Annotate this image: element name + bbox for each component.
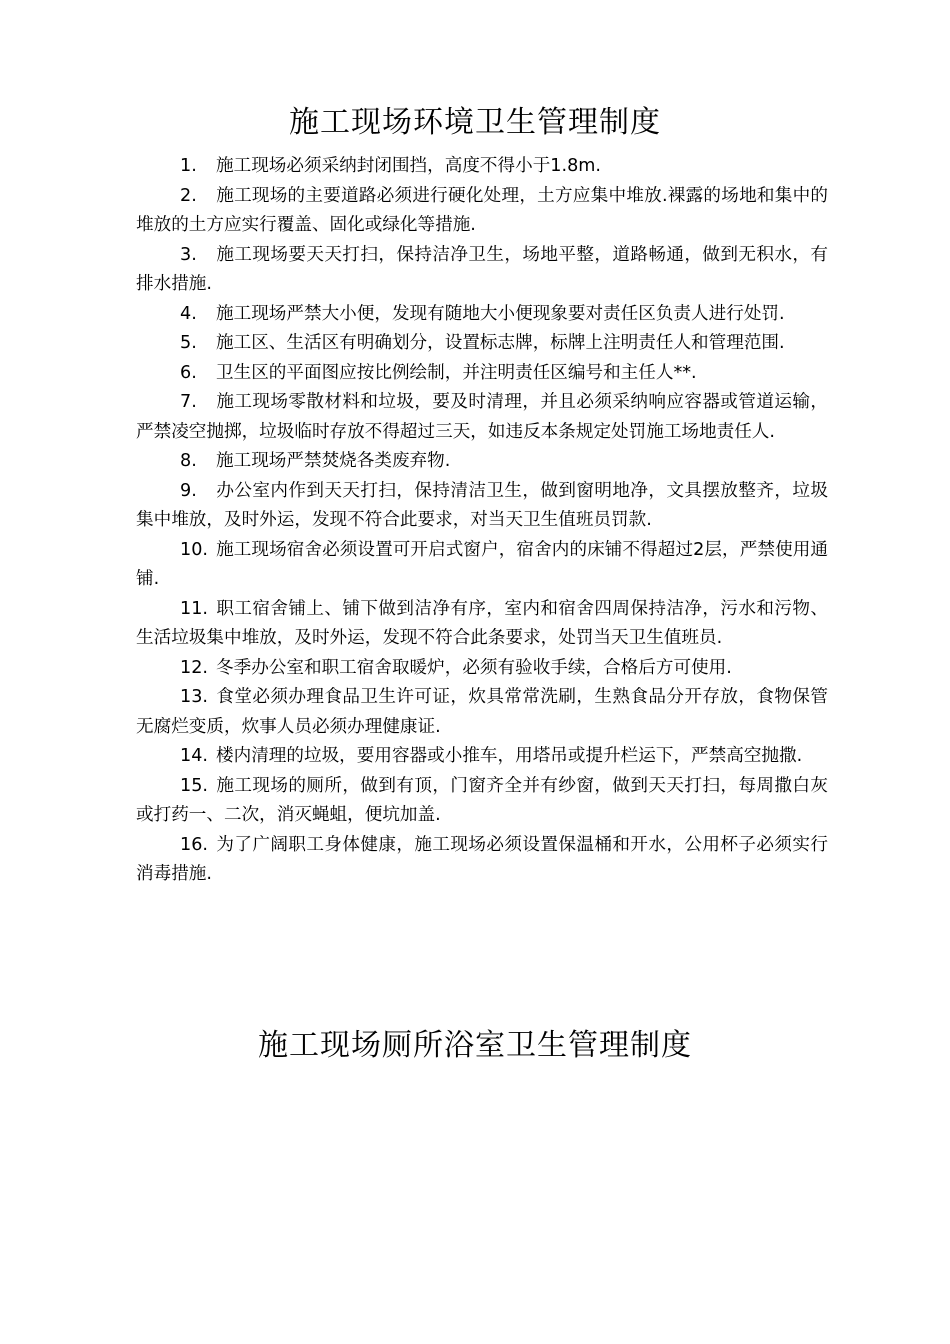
rule-text: 施工现场零散材料和垃圾，要及时清理，并且必须采纳响应容器或管道运输，严禁凌空抛掷，垃圾临时存放不得超过三天，如违反本条规定处罚施工场地责任人. [136,392,828,442]
list-item [136,683,828,742]
rule-text: 施工现场必须采纳封闭围挡，高度不得小于1.8m. [216,156,601,176]
list-item [136,447,828,477]
rule-text: 施工现场严禁焚烧各类废弃物. [216,451,451,471]
rule-number: 14. [180,746,208,766]
list-item [136,359,828,389]
rule-text: 办公室内作到天天打扫，保持清洁卫生，做到窗明地净，文具摆放整齐，垃圾集中堆放，及时外运，发现不符合此要求，对当天卫生值班员罚款. [136,480,828,530]
list-item [136,595,828,654]
rule-number: 11. [180,598,208,619]
rule-text: 施工现场的厕所，做到有顶，门窗齐全并有纱窗，做到天天打扫，每周撒白灰或打药一、二次，消灭蝇蛆，便坑加盖. [136,775,828,825]
list-item [136,182,828,241]
rule-number: 6. [180,362,197,383]
rule-text: 职工宿舍铺上、铺下做到洁净有序，室内和宿舍四周保持洁净，污水和污物、生活垃圾集中堆放，及时外运，发现不符合此条要求，处罚当天卫生值班员. [136,598,828,648]
rule-text: 施工现场宿舍必须设置可开启式窗户，宿舍内的床铺不得超过2层，严禁使用通铺. [136,539,828,589]
rule-number: 5. [180,333,197,353]
rule-text: 施工现场要天天打扫，保持洁净卫生，场地平整，道路畅通，做到无积水，有排水措施. [136,244,828,294]
list-item [136,742,828,772]
rule-number: 1. [180,156,197,176]
rule-number: 15. [180,775,208,796]
list-item [136,329,828,359]
rule-number: 16. [180,834,208,855]
rule-text: 施工现场的主要道路必须进行硬化处理，土方应集中堆放.裸露的场地和集中的堆放的土方应实行覆盖、固化或绿化等措施. [136,185,828,235]
rule-text: 卫生区的平面图应按比例绘制，并注明责任区编号和主任人**. [216,362,697,383]
rule-number: 8. [180,451,197,471]
rule-number: 3. [180,244,197,265]
rule-number: 9. [180,480,197,501]
rule-number: 4. [180,303,197,324]
rule-number: 7. [180,392,197,412]
section-title: 施工现场厕所浴室卫生管理制度 [258,1028,692,1063]
rules-list [136,152,828,890]
list-item [136,477,828,536]
rule-text: 冬季办公室和职工宿舍取暖炉，必须有验收手续，合格后方可使用. [216,657,732,678]
rule-number: 13. [180,687,208,707]
rule-number: 12. [180,657,208,678]
rule-text: 施工现场严禁大小便，发现有随地大小便现象要对责任区负责人进行处罚. [216,303,785,324]
rule-number: 10. [180,539,208,560]
list-item [136,152,828,182]
rule-number: 2. [180,185,197,206]
list-item [136,536,828,595]
rule-text: 楼内清理的垃圾，要用容器或小推车，用塔吊或提升栏运下，严禁高空抛撒. [216,746,803,766]
rule-text: 施工区、生活区有明确划分，设置标志牌，标牌上注明责任人和管理范围. [216,333,785,353]
list-item [136,388,828,447]
rule-text: 食堂必须办理食品卫生许可证，炊具常常洗刷，生熟食品分开存放，食物保管无腐烂变质，炊事人员必须办理健康证. [136,687,828,737]
list-item [136,241,828,300]
list-item [136,772,828,831]
list-item [136,654,828,684]
rule-text: 为了广阔职工身体健康，施工现场必须设置保温桶和开水，公用杯子必须实行消毒措施. [136,834,828,884]
page-title: 施工现场环境卫生管理制度 [289,105,661,140]
list-item [136,831,828,890]
list-item [136,300,828,330]
